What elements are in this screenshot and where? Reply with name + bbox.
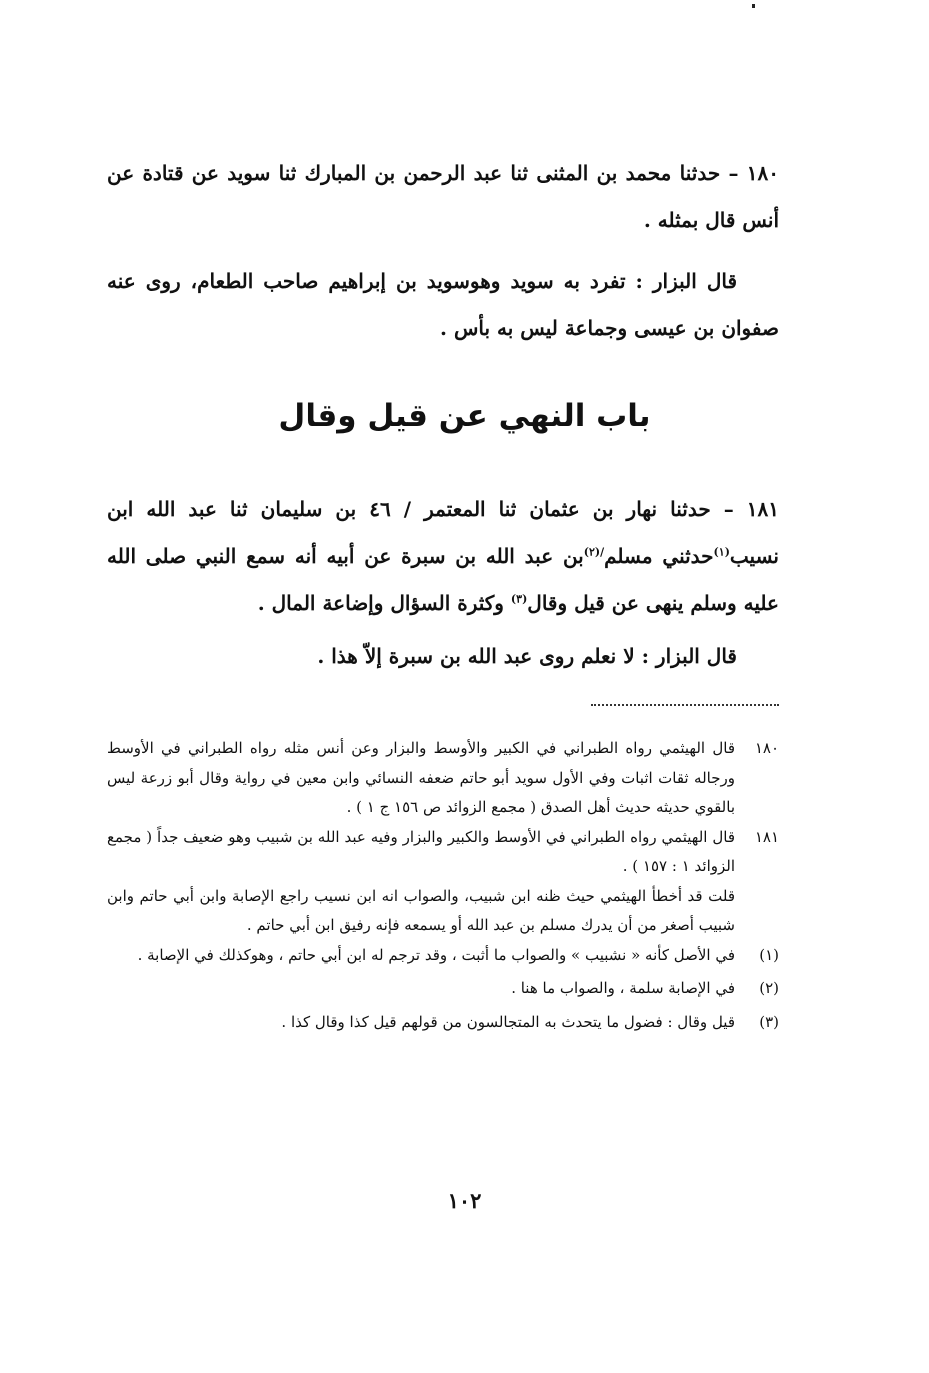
hadith-181-text-part1: ١٨١ – حدثنا نهار بن عثمان ثنا المعتمر / ٤٦ بن سليمان ثنا عبد الله ابن نسيب — [107, 497, 779, 568]
footnotes-section — [107, 734, 779, 1037]
footnote-text: قال الهيثمي رواه الطبراني في الكبير والأوسط والبزار وعن أنس مثله رواه الطبراني في الأوسط ورجاله ثقات اثبات وفي الأول سويد أبو حاتم ضعفه النسائي وابن معين في رواية وقال أبو زرعة ليس بالقوي حديثه حديث أهل الصدق ( مجمع الزوائد ص ١٥٦ ج ١ ) . — [107, 739, 735, 816]
footnote-number: ١٨١ — [754, 827, 779, 846]
footnote-2 — [107, 974, 779, 1004]
chapter-heading: باب النهي عن قيل وقال — [278, 398, 651, 434]
print-speck — [752, 4, 755, 8]
page-number: ١٠٢ — [447, 1188, 482, 1213]
hadith-180-paragraph — [107, 150, 779, 244]
footnote-separator — [591, 704, 779, 706]
footnote-ref-3: (٣) — [510, 592, 528, 606]
hadith-181-text-part2: حدثني مسلم — [604, 544, 714, 568]
footnote-text: في الأصل كأنه « نشبيب » والصواب ما أثبت ، وقد ترجم له ابن أبي حاتم ، وهوكذلك في الإصابة . — [137, 945, 735, 964]
hadith-180-note-text: قال البزار : تفرد به سويد وهوسويد بن إبراهيم صاحب الطعام، روى عنه صفوان بن عيسى وجماعة ليس به بأس . — [107, 269, 779, 340]
hadith-181-text-part4: وكثرة السؤال وإضاعة المال . — [257, 591, 511, 615]
hadith-180-text: ١٨٠ – حدثنا محمد بن المثنى ثنا عبد الرحمن بن المبارك ثنا سويد عن قتادة عن أنس قال بمثله . — [107, 161, 779, 232]
hadith-181-note-text: قال البزار : لا نعلم روى عبد الله بن سبرة إلاّ هذا . — [317, 644, 737, 668]
footnote-number: ١٨٠ — [754, 739, 779, 757]
hadith-181-text-part3: بن عبد الله بن سبرة عن أبيه أنه سمع النبي صلى الله عليه وسلم ينهى عن قيل وقال — [107, 544, 779, 615]
footnote-180 — [107, 734, 779, 823]
footnote-ref-1: (١) — [713, 545, 730, 559]
footnote-3 — [107, 1008, 779, 1038]
hadith-181-paragraph — [107, 486, 779, 627]
hadith-180-bazzar-note — [107, 258, 779, 352]
footnote-text: قيل وقال : فضول ما يتحدث به المتجالسون من قولهم قيل كذا وقال كذا . — [281, 1012, 735, 1031]
footnote-text: قال الهيثمي رواه الطبراني في الأوسط والكبير والبزار وفيه عبد الله بن شبيب وهو ضعيف جداً ( مجمع الزوائد ١ : ١٥٧ ) . — [107, 827, 735, 875]
footnote-number: (٢) — [759, 979, 779, 997]
footnote-text-continued: قلت قد أخطأ الهيثمي حيث ظنه ابن شبيب، والصواب انه ابن نسيب راجع الإصابة وابن أبي حاتم وابن شبيب أصغر من أن يدرك مسلم بن عبد الله أو يسمعه فإنه رفيق ابن أبي حاتم . — [107, 886, 735, 934]
footnote-text: في الإصابة سلمة ، والصواب ما هنا . — [511, 979, 735, 997]
hadith-181-bazzar-note — [107, 633, 779, 680]
footnote-number: (٣) — [759, 1012, 779, 1031]
footnote-1 — [107, 941, 779, 971]
footnote-181 — [107, 823, 779, 941]
footnote-number: (١) — [759, 945, 779, 964]
footnote-ref-2: /(٢) — [583, 545, 605, 559]
